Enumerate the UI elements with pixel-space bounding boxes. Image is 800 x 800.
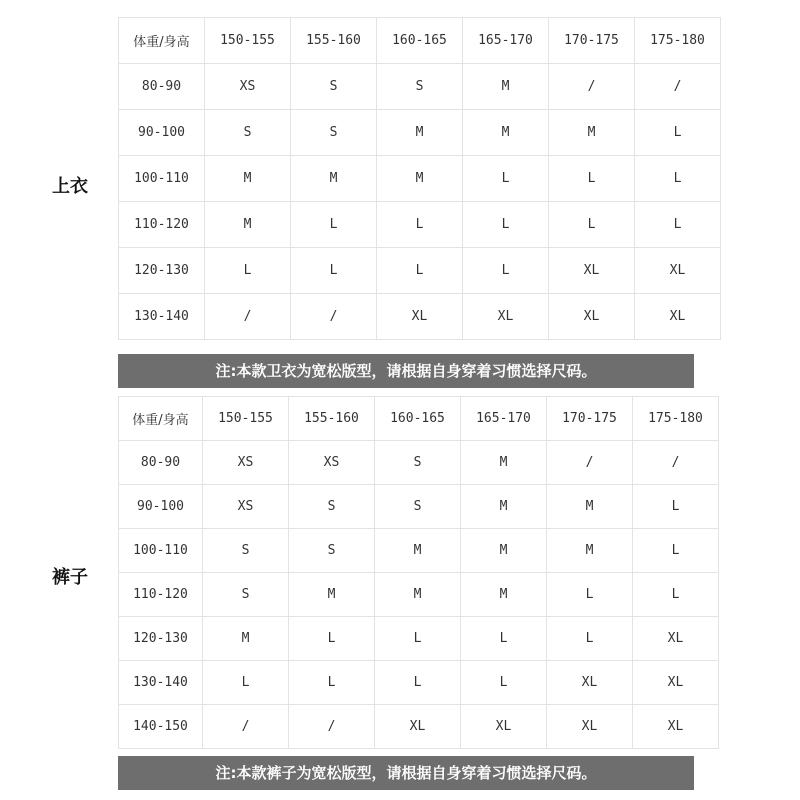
height-header-cell: 150-155 [205,18,291,64]
section-label-bottom: 裤子 [52,567,88,588]
size-cell: / [547,441,633,485]
size-cell: L [461,617,547,661]
note-banner-bottom: 注:本款裤子为宽松版型，请根据自身穿着习惯选择尺码。 [118,756,694,790]
size-cell: XL [633,705,719,749]
table-row [119,573,719,617]
note-banner-top: 注:本款卫衣为宽松版型，请根据自身穿着习惯选择尺码。 [118,354,694,388]
corner-header-cell: 体重/身高 [119,397,203,441]
size-cell: L [547,573,633,617]
size-cell: XS [289,441,375,485]
section-label-top: 上衣 [52,176,88,197]
size-cell: / [549,64,635,110]
table-row [119,485,719,529]
weight-header-cell: 140-150 [119,705,203,749]
size-cell: M [461,573,547,617]
weight-header-cell: 110-120 [119,202,205,248]
weight-header-cell: 100-110 [119,156,205,202]
height-header-cell: 160-165 [377,18,463,64]
table-header-row [119,18,721,64]
size-cell: / [291,294,377,340]
table-row [119,248,721,294]
size-cell: XL [635,294,721,340]
table-row [119,202,721,248]
size-cell: L [291,202,377,248]
size-cell: / [635,64,721,110]
height-header-cell: 165-170 [463,18,549,64]
size-cell: L [291,248,377,294]
size-cell: L [547,617,633,661]
size-cell: XL [461,705,547,749]
size-cell: S [377,64,463,110]
size-cell: / [289,705,375,749]
table-row [119,441,719,485]
size-cell: S [289,485,375,529]
table-row [119,294,721,340]
size-cell: M [377,110,463,156]
size-cell: L [635,110,721,156]
size-cell: M [291,156,377,202]
table-row [119,529,719,573]
size-cell: L [633,485,719,529]
weight-header-cell: 130-140 [119,661,203,705]
size-cell: XL [547,705,633,749]
table-row [119,617,719,661]
size-cell: XS [205,64,291,110]
height-header-cell: 150-155 [203,397,289,441]
height-header-cell: 175-180 [633,397,719,441]
size-cell: M [377,156,463,202]
size-cell: S [203,529,289,573]
size-cell: M [547,529,633,573]
size-cell: L [549,202,635,248]
size-cell: M [549,110,635,156]
size-cell: L [377,202,463,248]
size-cell: L [289,617,375,661]
size-cell: XL [635,248,721,294]
size-cell: S [203,573,289,617]
size-cell: L [463,248,549,294]
weight-header-cell: 120-130 [119,248,205,294]
size-cell: M [375,529,461,573]
size-cell: XL [633,617,719,661]
size-cell: XS [203,441,289,485]
weight-header-cell: 130-140 [119,294,205,340]
weight-header-cell: 80-90 [119,441,203,485]
size-cell: L [375,617,461,661]
size-cell: L [461,661,547,705]
size-cell: M [375,573,461,617]
size-cell: S [291,64,377,110]
size-cell: S [289,529,375,573]
weight-header-cell: 100-110 [119,529,203,573]
size-cell: L [633,529,719,573]
size-cell: / [203,705,289,749]
size-cell: M [463,64,549,110]
height-header-cell: 165-170 [461,397,547,441]
weight-header-cell: 90-100 [119,485,203,529]
size-table-bottom [118,396,719,749]
size-cell: L [463,202,549,248]
size-cell: L [377,248,463,294]
table-header-row [119,397,719,441]
size-cell: S [375,485,461,529]
size-cell: XL [549,294,635,340]
size-cell: XL [549,248,635,294]
size-cell: / [205,294,291,340]
size-cell: M [461,529,547,573]
size-cell: XL [547,661,633,705]
size-cell: M [463,110,549,156]
height-header-cell: 160-165 [375,397,461,441]
size-cell: M [205,156,291,202]
size-cell: XL [463,294,549,340]
weight-header-cell: 90-100 [119,110,205,156]
size-cell: L [375,661,461,705]
size-cell: M [547,485,633,529]
table-row [119,64,721,110]
size-cell: M [205,202,291,248]
size-cell: M [461,485,547,529]
size-cell: L [463,156,549,202]
table-row [119,661,719,705]
size-cell: L [635,156,721,202]
size-cell: L [635,202,721,248]
weight-header-cell: 120-130 [119,617,203,661]
size-cell: S [291,110,377,156]
height-header-cell: 170-175 [549,18,635,64]
height-header-cell: 155-160 [289,397,375,441]
weight-header-cell: 80-90 [119,64,205,110]
table-row [119,705,719,749]
size-cell: M [461,441,547,485]
height-header-cell: 175-180 [635,18,721,64]
size-cell: L [289,661,375,705]
size-cell: L [633,573,719,617]
height-header-cell: 155-160 [291,18,377,64]
size-cell: M [203,617,289,661]
size-cell: L [549,156,635,202]
size-cell: L [203,661,289,705]
size-cell: M [289,573,375,617]
table-row [119,156,721,202]
table-row [119,110,721,156]
size-cell: L [205,248,291,294]
corner-header-cell: 体重/身高 [119,18,205,64]
size-cell: XL [375,705,461,749]
size-cell: / [633,441,719,485]
size-cell: XS [203,485,289,529]
size-cell: S [375,441,461,485]
weight-header-cell: 110-120 [119,573,203,617]
height-header-cell: 170-175 [547,397,633,441]
size-table-top [118,17,721,340]
size-cell: S [205,110,291,156]
size-cell: XL [377,294,463,340]
size-cell: XL [633,661,719,705]
